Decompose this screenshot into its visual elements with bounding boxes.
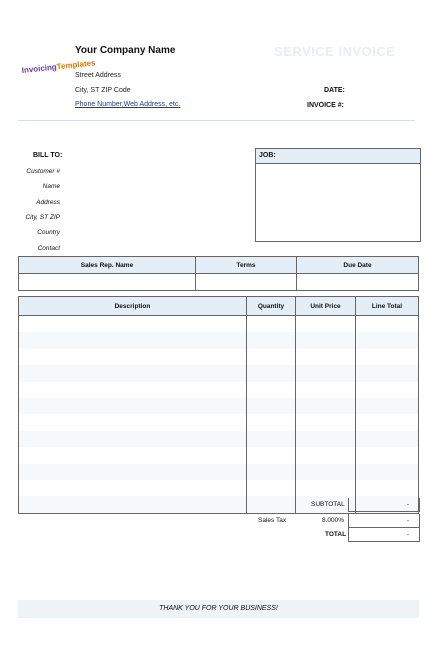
total-amount: - <box>406 531 409 538</box>
quantity-cell[interactable] <box>247 447 296 463</box>
name-label: Name <box>42 183 60 190</box>
description-cell[interactable] <box>19 431 247 447</box>
line-total-cell[interactable] <box>356 414 419 430</box>
item-row <box>19 414 419 430</box>
job-label: JOB: <box>256 149 420 164</box>
city-state-zip: City, ST ZIP Code <box>75 87 131 94</box>
unit-price-cell[interactable] <box>296 398 356 414</box>
quantity-cell[interactable] <box>247 332 296 348</box>
description-cell[interactable] <box>19 365 247 381</box>
quantity-cell[interactable] <box>247 365 296 381</box>
subtotal-value <box>348 498 420 512</box>
description-cell[interactable] <box>19 414 247 430</box>
quantity-cell[interactable] <box>247 382 296 398</box>
quantity-cell[interactable] <box>247 496 296 513</box>
line-total-cell[interactable] <box>356 332 419 348</box>
header-divider <box>18 120 415 121</box>
unit-price-header: Unit Price <box>296 297 356 316</box>
item-row <box>19 480 419 496</box>
due-date-header: Due Date <box>297 257 419 274</box>
item-rows <box>19 316 419 514</box>
description-cell[interactable] <box>19 316 247 333</box>
bill-to-label: BILL TO: <box>33 152 63 159</box>
line-total-cell[interactable] <box>356 480 419 496</box>
unit-price-cell[interactable] <box>296 349 356 365</box>
quantity-cell[interactable] <box>247 464 296 480</box>
unit-price-cell[interactable] <box>296 382 356 398</box>
description-header: Description <box>19 297 247 316</box>
contact-label: Contact <box>37 245 60 252</box>
description-cell[interactable] <box>19 382 247 398</box>
description-cell[interactable] <box>19 349 247 365</box>
quantity-cell[interactable] <box>247 414 296 430</box>
contact-link[interactable]: Phone Number,Web Address, etc. <box>75 101 181 108</box>
item-row <box>19 398 419 414</box>
description-cell[interactable] <box>19 464 247 480</box>
quantity-cell[interactable] <box>247 316 296 333</box>
svg-text:InvoicingTemplates: InvoicingTemplates <box>21 58 96 75</box>
line-total-cell[interactable] <box>356 349 419 365</box>
sales-rep-header: Sales Rep. Name <box>19 257 196 274</box>
quantity-cell[interactable] <box>247 431 296 447</box>
item-row <box>19 316 419 333</box>
total-value <box>348 528 420 542</box>
terms-header: Terms <box>196 257 297 274</box>
line-total-cell[interactable] <box>356 365 419 381</box>
description-cell[interactable] <box>19 496 247 513</box>
item-row <box>19 464 419 480</box>
description-cell[interactable] <box>19 480 247 496</box>
terms-table <box>18 256 419 291</box>
thank-you-footer: THANK YOU FOR YOUR BUSINESS! <box>18 600 419 618</box>
unit-price-cell[interactable] <box>296 332 356 348</box>
item-row <box>19 349 419 365</box>
customer-number-label: Customer # <box>26 168 60 175</box>
sales-rep-cell[interactable] <box>19 274 196 291</box>
job-box[interactable] <box>255 148 421 242</box>
total-label: TOTAL <box>325 531 347 538</box>
description-cell[interactable] <box>19 332 247 348</box>
invoicing-templates-logo <box>21 58 96 81</box>
line-total-header: Line Total <box>356 297 419 316</box>
company-name: Your Company Name <box>75 45 176 56</box>
invoice-number-label: INVOICE #: <box>307 102 344 109</box>
item-row <box>19 332 419 348</box>
unit-price-cell[interactable] <box>296 464 356 480</box>
description-cell[interactable] <box>19 398 247 414</box>
address-label: Address <box>36 199 60 206</box>
sales-tax-value <box>348 514 420 528</box>
unit-price-cell[interactable] <box>296 447 356 463</box>
line-total-cell[interactable] <box>356 382 419 398</box>
unit-price-cell[interactable] <box>296 414 356 430</box>
sales-tax-label: Sales Tax <box>258 517 287 524</box>
street-address: Street Address <box>75 72 121 79</box>
items-table <box>18 296 419 514</box>
city-state-zip-label: City, ST ZIP <box>25 214 60 221</box>
item-row <box>19 382 419 398</box>
unit-price-cell[interactable] <box>296 431 356 447</box>
sales-tax-rate[interactable]: 8.000% <box>322 517 345 524</box>
subtotal-label: SUBTOTAL <box>311 501 345 508</box>
line-total-cell[interactable] <box>356 464 419 480</box>
quantity-cell[interactable] <box>247 349 296 365</box>
terms-cell[interactable] <box>196 274 297 291</box>
item-row <box>19 365 419 381</box>
line-total-cell[interactable] <box>356 431 419 447</box>
unit-price-cell[interactable] <box>296 316 356 333</box>
date-label: DATE: <box>324 87 345 94</box>
quantity-cell[interactable] <box>247 398 296 414</box>
unit-price-cell[interactable] <box>296 480 356 496</box>
line-total-cell[interactable] <box>356 398 419 414</box>
country-label: Country <box>37 229 60 236</box>
item-row <box>19 431 419 447</box>
sales-tax-amount: - <box>406 517 409 524</box>
line-total-cell[interactable] <box>356 447 419 463</box>
item-row <box>19 447 419 463</box>
quantity-header: Quantity <box>247 297 296 316</box>
subtotal-amount: - <box>406 501 409 508</box>
document-title: SERVICE INVOICE <box>274 44 396 59</box>
quantity-cell[interactable] <box>247 480 296 496</box>
description-cell[interactable] <box>19 447 247 463</box>
line-total-cell[interactable] <box>356 316 419 333</box>
unit-price-cell[interactable] <box>296 365 356 381</box>
due-date-cell[interactable] <box>297 274 419 291</box>
